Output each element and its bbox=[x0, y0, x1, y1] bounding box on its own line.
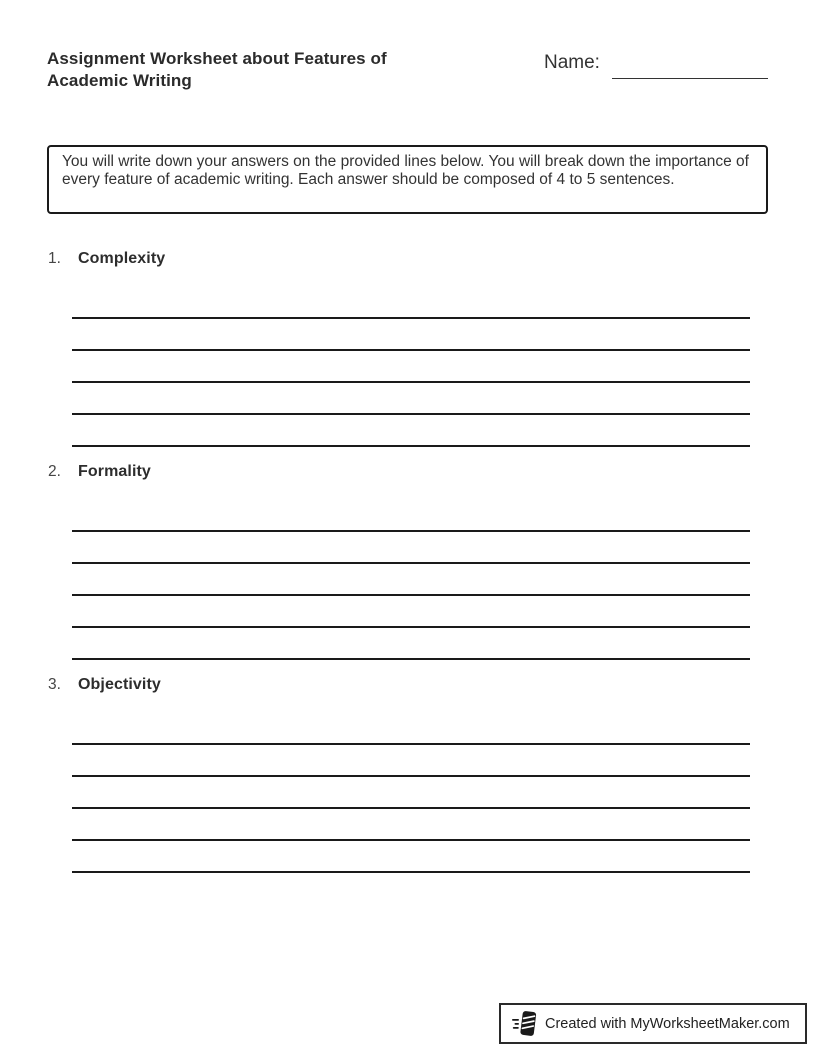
section-header bbox=[48, 676, 750, 696]
answer-line bbox=[72, 658, 750, 660]
section-number: 1. bbox=[48, 250, 61, 267]
section-complexity bbox=[48, 250, 750, 447]
answer-lines-objectivity bbox=[72, 743, 750, 873]
section-title: Formality bbox=[78, 463, 151, 480]
answer-line bbox=[72, 775, 750, 777]
answer-line bbox=[72, 743, 750, 745]
section-objectivity bbox=[48, 676, 750, 873]
name-label: Name: bbox=[544, 52, 600, 73]
section-header bbox=[48, 463, 750, 483]
instruction-text: You will write down your answers on the provided lines below. You will break down the importance of every feature of academic writing. Each answer should be composed of 4 to 5 sentences. bbox=[62, 153, 749, 188]
section-number: 3. bbox=[48, 676, 61, 693]
answer-line bbox=[72, 594, 750, 596]
section-title: Objectivity bbox=[78, 676, 161, 693]
page-title-line-2: Academic Writing bbox=[47, 71, 192, 90]
worksheetmaker-logo-icon bbox=[511, 1009, 538, 1038]
section-formality bbox=[48, 463, 750, 660]
answer-lines-complexity bbox=[72, 317, 750, 447]
answer-line bbox=[72, 562, 750, 564]
answer-line bbox=[72, 530, 750, 532]
answer-line bbox=[72, 317, 750, 319]
name-blank-line bbox=[612, 78, 768, 79]
name-field-block bbox=[544, 52, 600, 74]
answer-line bbox=[72, 413, 750, 415]
answer-line bbox=[72, 626, 750, 628]
answer-line bbox=[72, 445, 750, 447]
answer-line bbox=[72, 871, 750, 873]
page-title-line-1: Assignment Worksheet about Features of bbox=[47, 49, 387, 68]
credit-text: Created with MyWorksheetMaker.com bbox=[545, 1015, 790, 1032]
answer-line bbox=[72, 381, 750, 383]
section-number: 2. bbox=[48, 463, 61, 480]
section-header bbox=[48, 250, 750, 270]
credit-badge bbox=[499, 1003, 807, 1044]
answer-line bbox=[72, 839, 750, 841]
page-title bbox=[47, 48, 387, 92]
instruction-box bbox=[47, 145, 768, 214]
answer-line bbox=[72, 807, 750, 809]
section-title: Complexity bbox=[78, 250, 166, 267]
answer-line bbox=[72, 349, 750, 351]
answer-lines-formality bbox=[72, 530, 750, 660]
